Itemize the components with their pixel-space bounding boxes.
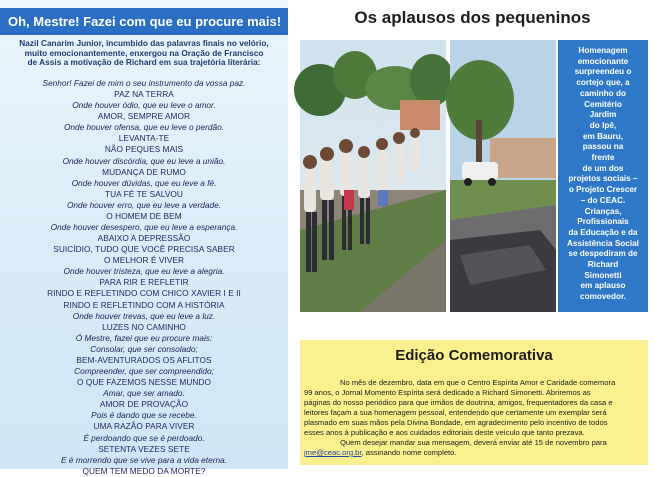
book-title-line: NÃO PEQUES MAIS [104,144,184,155]
children-clapping-photo [300,40,446,312]
left-header-title: Oh, Mestre! Fazei com que eu procure mais! [0,8,288,35]
commemorative-paragraph-line: 99 anos, o Jornal Momento Espírita será dedicado a Richard Simonetti. Abriremos as [304,388,591,397]
book-title-line: MUDANÇA DE RUMO [102,166,186,177]
email-suffix: , assinando nome completo. [361,448,457,457]
commemorative-paragraph-line: páginas do nosso periódico para que irmãos de doutrina, amigos, frequentadores da casa e [304,398,613,407]
intro-line: Nazil Canarim Junior, incumbido das palavras finais no velório, [19,38,269,48]
prayer-line: Onde houver tristeza, que eu leve a alegria. [63,266,225,277]
caption-line: em Bauru, [582,131,624,141]
book-title-line: AMOR, SEMPRE AMOR [97,111,191,122]
book-title-line: O HOMEM DE BEM [106,210,182,221]
commemorative-paragraph-line: esses anos à publicação e aos cuidados editoriais deste veículo que tanto prezava. [304,428,585,437]
caption-line: Homenagem [578,46,628,55]
email-link[interactable]: jme@ceac.org.br [304,448,362,457]
book-title-line: AMOR DE PROVAÇÃO [99,399,189,410]
caption-line: da Educação e da [568,227,638,237]
book-title-line: O MELHOR É VIVER [103,255,185,266]
commemorative-email-line [304,448,644,458]
street-cortege-photo [450,40,556,312]
caption-line: se despediram de [568,249,638,259]
caption-line: cortejo que, a [576,78,630,88]
commemorative-edition-box [300,340,648,465]
caption-line: – do CEAC. [580,195,626,205]
caption-line: em aplauso [580,281,626,291]
book-title-line: QUEM TEM MEDO DA MORTE? [82,465,206,476]
prayer-line: Onde houver ofensa, que eu leve o perdão. [63,122,225,133]
intro-line: de Assis a motivação de Richard em sua trajetória literária: [27,57,261,68]
commemorative-paragraph-line: Quem desejar mandar sua mensagem, deverá enviar até 15 de novembro para [340,438,607,447]
caption-line: comovedor. [580,292,626,302]
commemorative-paragraph-line: leitores façam a sua homenagem pessoal, entendendo que certamente um exemplar será [304,408,607,417]
commemorative-paragraph-line: No mês de dezembro, data em que o Centro Espírita Amor e Caridade comemora [340,378,616,387]
caption-line: emocionante [577,56,629,66]
prayer-line: Consolar, que ser consolado; [90,343,198,354]
prayer-line: Ó Mestre, fazei que eu procure mais: [75,332,213,343]
caption-line: Simonetti [584,270,622,280]
caption-line: Cemitério [584,99,622,109]
street-cortege-illustration [450,40,556,312]
caption-line: o Projeto Crescer [568,185,638,195]
caption-line: Assistência Social [567,238,639,248]
caption-line: Richard [587,260,619,270]
book-title-line: UMA RAZÃO PARA VIVER [93,421,195,432]
prayer-line: Pois é dando que se recebe. [91,410,197,421]
caption-line: do Ipê, [589,120,617,130]
prayer-line: É perdoando que se é perdoado. [83,432,205,443]
caption-line: surpreendeu o [574,67,632,77]
book-title-line: LEVANTA-TE [118,133,170,144]
prayer-line: Onde houver erro, que eu leve a verdade. [66,199,222,210]
book-title-line: PAZ NA TERRA [114,89,174,100]
caption-line: projetos sociais – [568,174,638,184]
book-title-line: LUZES NO CAMINHO [102,321,186,332]
caption-line: Crianças, [584,206,622,216]
book-title-line: O QUE FAZEMOS NESSE MUNDO [76,377,212,388]
book-title-line: RINDO E REFLETINDO COM CHICO XAVIER I E II [47,288,241,299]
left-column [0,0,288,476]
commemorative-body [304,378,644,458]
prayer-line: Onde houver trevas, que eu leve a luz. [72,310,216,321]
prayer-line: Onde houver desespero, que eu leve a esperança. [50,222,238,233]
right-title: Os aplausos dos pequeninos [354,8,591,27]
children-clapping-illustration [300,40,446,312]
book-title-line: PARA RIR E REFLETIR [99,277,189,288]
book-title-line: RINDO E REFLETINDO COM A HISTÓRIA [63,299,225,310]
commemorative-title: Edição Comemorativa [395,347,553,364]
caption-line: Profissionais [577,217,629,227]
book-title-line: ABAIXO A DEPRESSÃO [97,233,191,244]
caption-line: Jardim [589,110,617,120]
prayer-line: Senhor! Fazei de mim o seu instrumento da vossa paz. [42,78,246,88]
intro-line: muito emocionantemente, enxergou na Oração de Francisco [24,47,264,58]
prayer-line: E é morrendo que se vive para a vida eterna. [60,454,228,465]
prayer-quote [0,78,288,477]
caption-line: passou na [582,142,624,152]
caption-line: de um dos [582,163,624,173]
prayer-line: Onde houver dúvidas, que eu leve a fé. [71,177,217,188]
book-title-line: TUA FÉ TE SALVOU [105,188,183,199]
book-title-line: SETENTA VEZES SETE [98,443,190,454]
caption-line: frente [591,153,615,163]
prayer-line: Onde houver ódio, que eu leve o amor. [72,100,216,111]
book-title-line: SUICÍDIO, TUDO QUE VOCÊ PRECISA SABER [53,244,235,255]
prayer-line: Onde houver discórdia, que eu leve a união. [62,155,226,166]
commemorative-paragraph-line: plasmado em suas mãos pela Divina Bondade, em agradecimento pelo incentivo de todos [304,418,608,427]
book-title-line: BEM-AVENTURADOS OS AFLITOS [76,354,212,365]
left-intro [0,39,288,68]
prayer-line: Compreender, que ser compreendido; [74,366,214,377]
prayer-line: Amar, que ser amado. [103,388,185,399]
photo-caption-box [558,40,648,312]
caption-line: caminho do [580,88,626,98]
